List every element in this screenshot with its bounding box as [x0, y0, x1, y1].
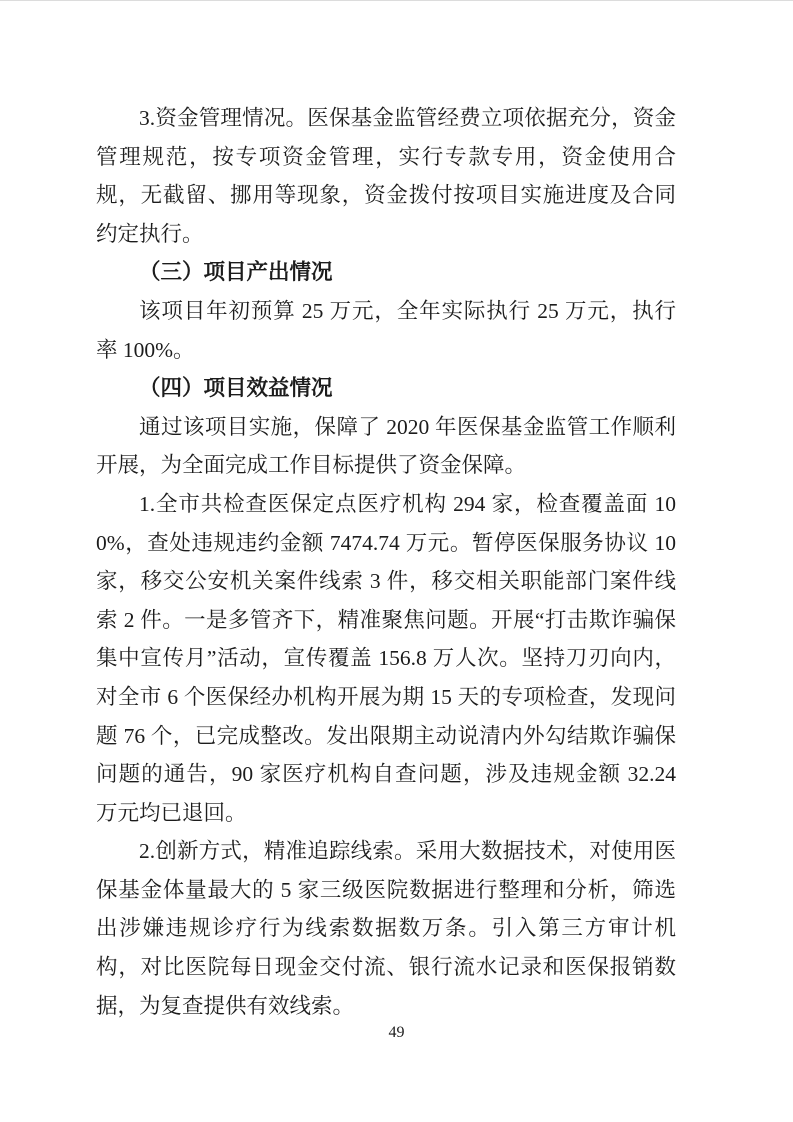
- page-number: 49: [388, 1024, 405, 1041]
- paragraph-inspection-results: 1.全市共检查医保定点医疗机构 294 家，检查覆盖面 100%，查处违规违约金额 7474.74 万元。暂停医保服务协议 10 家，移交公安机关案件线索 3 件，移交相关职能部门案件线索 2 件。一是多管齐下，精准聚焦问题。开展“打击欺诈骗保集中宣传月”活动，宣传覆盖 156.8 万人次。坚持刀刃向内，对全市 6 个医保经办机构开展为期 15 天的专项检查，发现问题 76 个，已完成整改。发出限期主动说清内外勾结欺诈骗保问题的通告，90 家医疗机构自查问题，涉及违规金额 32.24 万元均已退回。: [96, 491, 676, 825]
- paragraph-innovation-methods: 2.创新方式，精准追踪线索。采用大数据技术，对使用医保基金体量最大的 5 家三级医院数据进行整理和分析，筛选出涉嫌违规诊疗行为线索数据数万条。引入第三方审计机构，对比医院每日现金交付流、银行流水记录和医保报销数据，为复查提供有效线索。: [96, 839, 676, 1018]
- paragraph-fund-management: 3.资金管理情况。医保基金监管经费立项依据充分，资金管理规范，按专项资金管理，实行专款专用，资金使用合规，无截留、挪用等现象，资金拨付按项目实施进度及合同约定执行。: [96, 106, 676, 246]
- section-heading-project-output: （三）项目产出情况: [139, 260, 333, 285]
- paragraph-benefit-summary: 通过该项目实施，保障了 2020 年医保基金监管工作顺利开展，为全面完成工作目标提供了资金保障。: [96, 414, 676, 478]
- document-body: [96, 99, 676, 1025]
- paragraph-budget-execution: 该项目年初预算 25 万元，全年实际执行 25 万元，执行率 100%。: [96, 298, 676, 362]
- page-top-edge: [0, 0, 793, 1]
- section-heading-project-benefit: （四）项目效益情况: [139, 376, 333, 401]
